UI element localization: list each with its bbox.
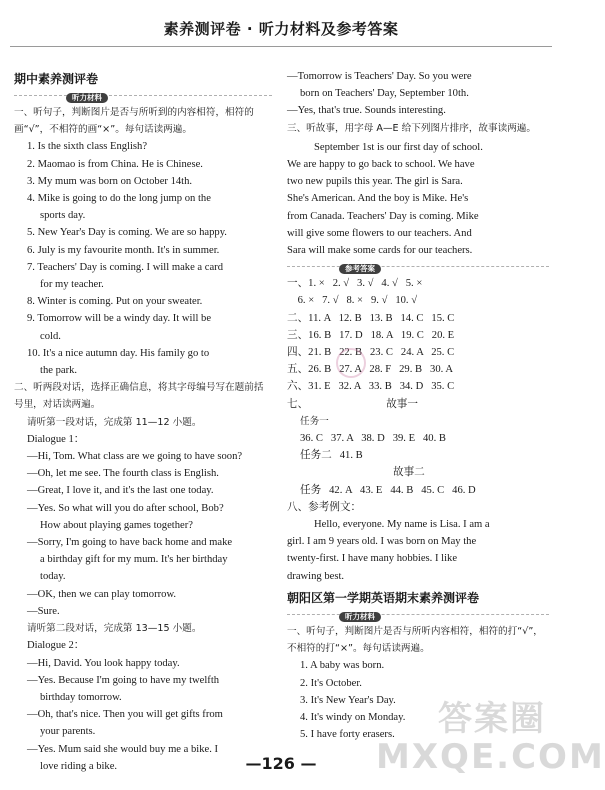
section-title-final: 朝阳区第一学期英语期末素养测评卷: [287, 590, 480, 605]
dialogue-line: —Yes. Mum said she would buy me a bike. I: [27, 743, 219, 755]
q7-label: 七、: [287, 398, 309, 410]
essay-line: twenty-first. I have many hobbies. I like: [287, 553, 458, 565]
dialogue-line-cont: born on Teachers' Day, September 10th.: [300, 88, 469, 100]
task2-line: 任务二 41. B: [300, 450, 363, 462]
answer-key-tag: 参考答案: [339, 264, 381, 274]
essay-line: girl. I am 9 years old. I was born on May the: [287, 536, 477, 548]
listening-material-tag: 听力材料: [66, 93, 108, 103]
q2-instruction: 二、听两段对话，选择正确信息，将其字母编号写在题前括号里，对话读两遍。: [14, 382, 264, 411]
story-text: [287, 139, 549, 259]
q1-item-cont: the park.: [40, 365, 78, 377]
dialogue-line-cont: How about playing games together?: [40, 519, 193, 531]
dialogue-line: —Tomorrow is Teachers' Day. So you were: [287, 71, 472, 82]
s2-q1-item: 3. It's New Year's Day.: [300, 694, 396, 706]
dialogue-line-cont: love riding a bike.: [40, 760, 118, 772]
answer-line: 二、11. A 12. B 13. B 14. C 15. C: [287, 312, 455, 324]
dialogue-line: —Yes. Because I'm going to have my twelfth: [27, 674, 220, 686]
dialogue2-title: Dialogue 2：: [27, 640, 85, 652]
s2-q1-item: 2. It's October.: [300, 677, 362, 689]
answer-line: 三、16. B 17. D 18. A 19. C 20. E: [287, 329, 455, 341]
task1-answers: 36. C 37. A 38. D 39. E 40. B: [300, 433, 446, 445]
header-divider: [10, 46, 552, 47]
dialogue-line: —Oh, that's nice. Then you will get gifts from: [27, 709, 223, 721]
q2-note-2: 请听第二段对话，完成第 13—15 小题。: [27, 623, 202, 635]
q1-item: 7. Teachers' Day is coming. I will make a card: [27, 261, 224, 273]
answer-line: 四、21. B 22. B 23. C 24. A 25. C: [287, 347, 455, 359]
s2-q1-item: 4. It's windy on Monday.: [300, 711, 406, 723]
dialogue-line: —Sure.: [27, 605, 60, 617]
task1-label: 任务一: [300, 415, 329, 427]
answer-line: 6. × 7. √ 8. × 9. √ 10. √: [287, 295, 418, 307]
site-watermark: 答案圈 MXQE.COM: [376, 699, 605, 777]
answer-line: 五、26. B 27. A 28. F 29. B 30. A: [287, 364, 453, 376]
q1-item: 10. It's a nice autumn day. His family go to: [27, 347, 210, 359]
dialogue-line-cont: today.: [40, 571, 66, 583]
q1-item: 6. July is my favourite month. It's in summer.: [27, 244, 220, 256]
faint-stamp-mark: [336, 348, 366, 378]
q1-item: 5. New Year's Day is coming. We are so happy.: [27, 227, 227, 239]
dialogue-line-cont: your parents.: [40, 726, 96, 738]
dialogue1: [14, 448, 272, 620]
page-header-title: 素养测评卷 · 听力材料及参考答案: [163, 20, 399, 38]
answer-line: 一、1. × 2. √ 3. √ 4. √ 5. ×: [287, 278, 423, 290]
story-line: from Canada. Teachers' Day is coming. Mike: [287, 210, 479, 222]
answer-key: [287, 275, 549, 395]
q2-note-1: 请听第一段对话，完成第 11—12 小题。: [27, 416, 202, 428]
right-column: [287, 68, 549, 743]
dialogue-line-cont: a birthday gift for my mum. It's her birthday: [40, 554, 228, 566]
q1-item: 1. Is the sixth class English?: [27, 141, 148, 153]
essay-line: drawing best.: [287, 570, 345, 582]
page-number: —126 —: [245, 754, 317, 773]
q7-line: [287, 396, 549, 413]
dialogue1-title: Dialogue 1：: [27, 433, 85, 445]
dialogue-line: —OK, then we can play tomorrow.: [27, 588, 177, 600]
q1-item-cont: for my teacher.: [40, 279, 104, 291]
s2-q1-instruction: 一、听句子，判断图片是否与所听内容相符，相符的打“√”，不相符的打“×”。每句话读两遍。: [287, 625, 543, 655]
essay: [287, 516, 549, 585]
story2-title: 故事二: [393, 467, 425, 479]
story-line: September 1st is our first day of school.: [314, 141, 483, 153]
q1-item: 4. Mike is going to do the long jump on the: [27, 193, 211, 205]
listening-material-tag: 听力材料: [339, 612, 381, 622]
tag-row: [14, 89, 272, 101]
q1-item-cont: sports day.: [40, 210, 86, 222]
task3-line: 任务 42. A 43. E 44. B 45. C 46. D: [300, 484, 476, 496]
section-title-midterm: 期中素养测评卷: [14, 72, 99, 86]
dialogue-line: —Yes. So what will you do after school, Bob?: [27, 502, 224, 514]
dialogue-line: —Great, I love it, and it's the last one today.: [27, 485, 214, 497]
q1-item: 2. Maomao is from China. He is Chinese.: [27, 158, 203, 170]
dialogue-line: —Yes, that's true. Sounds interesting.: [287, 105, 446, 117]
essay-line: Hello, everyone. My name is Lisa. I am a: [314, 519, 490, 531]
story-line: She's American. And the boy is Mike. He's: [287, 193, 469, 205]
q1-instruction: 一、听句子，判断图片是否与所听到的内容相符，相符的画“√”，不相符的画“×”。每句话读两遍。: [14, 107, 254, 136]
story-line: Sara will make some cards for our teachers.: [287, 245, 473, 257]
q1-item: 8. Winter is coming. Put on your sweater.: [27, 296, 203, 308]
q1-item-cont: cold.: [40, 330, 61, 342]
s2-q1-item: 1. A baby was born.: [300, 660, 385, 672]
tag-row: [287, 608, 549, 620]
story1-title: 故事一: [386, 398, 418, 410]
dialogue-line: —Sorry, I'm going to have back home and make: [27, 537, 233, 549]
q8-label: 八、参考例文：: [287, 501, 362, 513]
story-line: will give some flowers to our teachers. And: [287, 227, 472, 239]
q1-item: 9. Tomorrow will be a windy day. It will be: [27, 313, 212, 325]
q1-items: [14, 138, 272, 379]
story-line: We are happy to go back to school. We have: [287, 159, 475, 171]
answer-line: 六、31. E 32. A 33. B 34. D 35. C: [287, 381, 455, 393]
dialogue-line: —Hi, Tom. What class are we going to have soon?: [27, 451, 243, 463]
tag-row: [287, 260, 549, 272]
dialogue-line: —Oh, let me see. The fourth class is English.: [27, 468, 219, 480]
dialogue-line: —Hi, David. You look happy today.: [27, 657, 180, 669]
s2-q1-item: 5. I have forty erasers.: [300, 729, 395, 741]
left-column: [14, 68, 272, 775]
q3-instruction: 三、听故事，用字母 A—E 给下列图片排序，故事读两遍。: [287, 122, 536, 134]
story-line: two new pupils this year. The girl is Sara.: [287, 176, 463, 188]
dialogue-line-cont: birthday tomorrow.: [40, 691, 122, 703]
q1-item: 3. My mum was born on October 14th.: [27, 175, 193, 187]
